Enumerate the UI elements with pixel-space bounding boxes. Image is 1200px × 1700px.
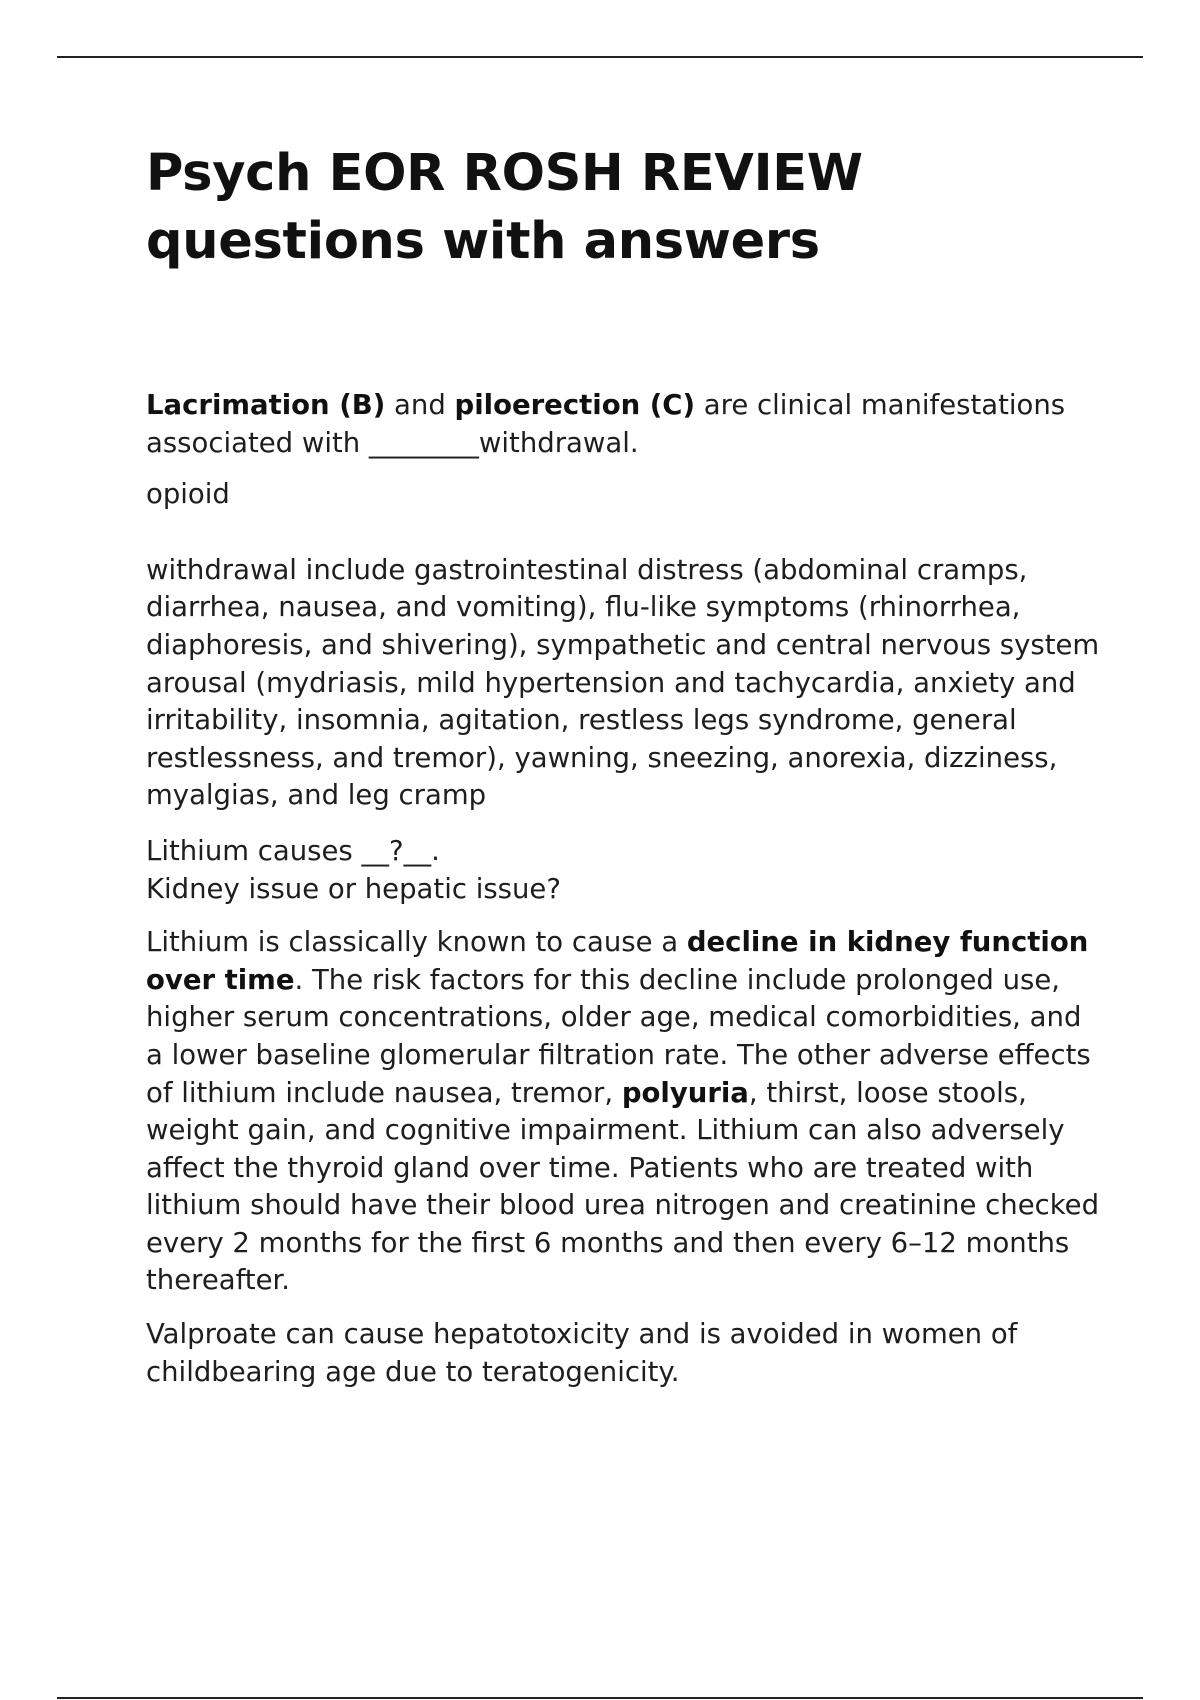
bottom-rule <box>57 1697 1143 1699</box>
explanation-text: , thirst, loose stools, weight gain, and cognitive impairment. Lithium can also adversely affect the thyroid gland over time. Patients who are treated with lithium should have their blood urea nitrogen and creatinine checked every 2 months for the first 6 months and then every 6–12 months thereafter. <box>146 1076 1100 1297</box>
document-title: Psych EOR ROSH REVIEW questions with answers <box>146 144 863 271</box>
question-text: and <box>385 389 455 421</box>
explanation-text: Lithium is classically known to cause a <box>146 926 687 959</box>
explanation-valproate: Valproate can cause hepatotoxicity and is avoided in women of childbearing age due to teratogenicity. <box>146 1318 1018 1388</box>
explanation-text: . The risk factors for this decline include prolonged use, higher serum concentrations, older age, medical comorbidities, and a lower baseline glomerular filtration rate. The other adverse effects of lithium include nausea, tremor, <box>146 963 1091 1109</box>
answer-opioid: opioid <box>146 478 230 511</box>
term-lacrimation: Lacrimation (B) <box>146 389 386 421</box>
question-lacrimation-piloerection <box>146 387 1106 462</box>
term-piloerection: piloerection (C) <box>454 389 696 421</box>
document-body <box>146 140 1106 1391</box>
explanation-lithium <box>146 924 1106 1300</box>
top-rule <box>57 56 1143 58</box>
explanation-opioid-withdrawal: withdrawal include gastrointestinal distress (abdominal cramps, diarrhea, nausea, and vomiting), flu-like symptoms (rhinorrhea, diaphoresis, and shivering), sympathetic and central nervous system arousal (mydriasis, mild hypertension and tachycardia, anxiety and irritability, insomnia, agitation, restless legs syndrome, general restlessness, and tremor), yawning, sneezing, anorexia, dizziness, myalgias, and leg cramp <box>146 553 1100 812</box>
question-line: Lithium causes __?__. <box>146 834 440 867</box>
question-line: Kidney issue or hepatic issue? <box>146 872 561 905</box>
key-phrase-kidney-decline: decline in kidney function over time <box>146 926 1089 996</box>
question-text: are clinical manifestations associated with ________withdrawal. <box>146 389 1066 459</box>
question-lithium <box>146 833 1106 908</box>
key-phrase-polyuria: polyuria <box>621 1076 749 1109</box>
